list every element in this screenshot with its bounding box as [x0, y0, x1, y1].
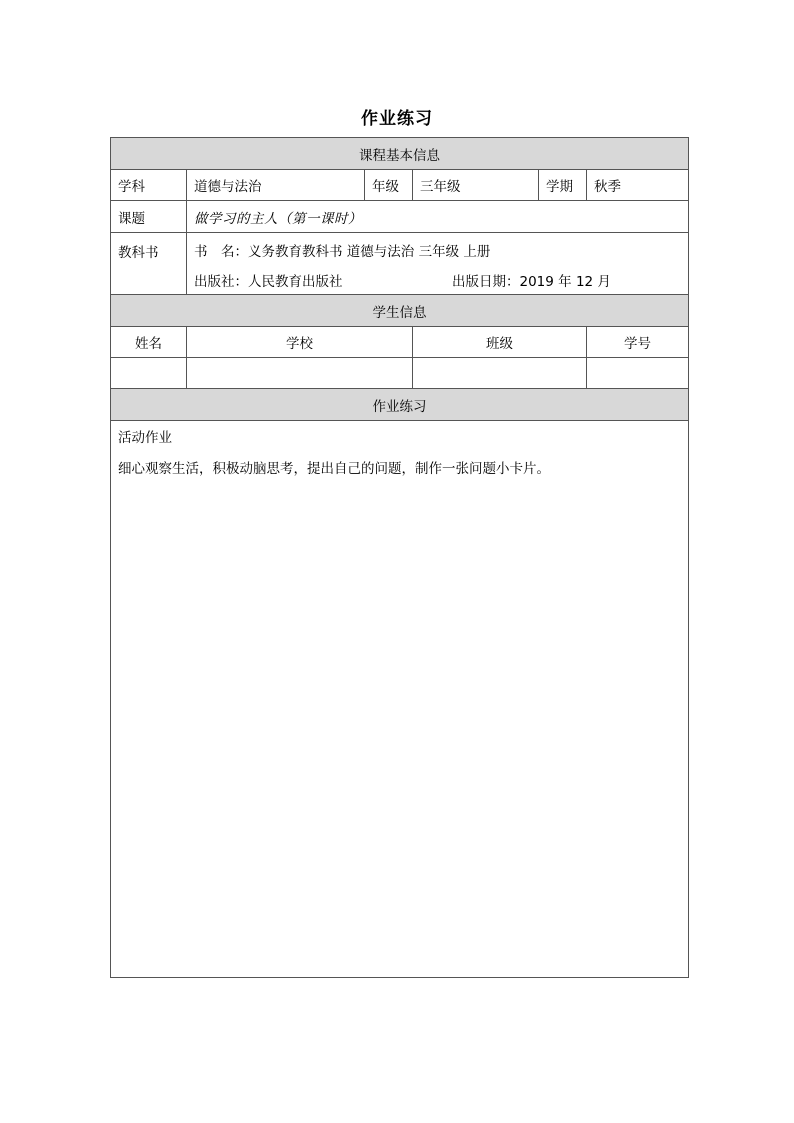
student-id-header: 学号: [587, 327, 689, 358]
textbook-details: [187, 233, 689, 295]
subject-label: 学科: [111, 170, 187, 201]
student-class-header: 班级: [413, 327, 587, 358]
student-info-header: 学生信息: [111, 295, 689, 327]
book-name: 书 名：义务教育教科书 道德与法治 三年级 上册: [194, 244, 491, 260]
grade-value: 三年级: [413, 170, 539, 201]
lesson-label: 课题: [111, 201, 187, 233]
subject-value: 道德与法治: [187, 170, 365, 201]
homework-type: 活动作业: [118, 430, 172, 446]
student-name-header: 姓名: [111, 327, 187, 358]
publish-date: 出版日期：2019 年 12 月: [452, 274, 611, 290]
lesson-value: 做学习的主人（第一课时）: [187, 201, 689, 233]
homework-header: 作业练习: [111, 389, 689, 421]
student-school-header: 学校: [187, 327, 413, 358]
student-id-field[interactable]: [587, 358, 689, 389]
textbook-label: 教科书: [111, 233, 187, 295]
course-info-header: 课程基本信息: [111, 138, 689, 170]
term-label: 学期: [539, 170, 587, 201]
publisher: 出版社：人民教育出版社: [194, 274, 343, 290]
student-class-field[interactable]: [413, 358, 587, 389]
student-school-field[interactable]: [187, 358, 413, 389]
homework-task: 细心观察生活，积极动脑思考，提出自己的问题，制作一张问题小卡片。: [118, 461, 550, 477]
publisher-line: [194, 273, 681, 291]
term-value: 秋季: [587, 170, 689, 201]
student-name-field[interactable]: [111, 358, 187, 389]
homework-sheet: [110, 137, 689, 978]
page-title: 作业练习: [361, 109, 433, 129]
homework-content: [111, 421, 689, 978]
grade-label: 年级: [365, 170, 413, 201]
